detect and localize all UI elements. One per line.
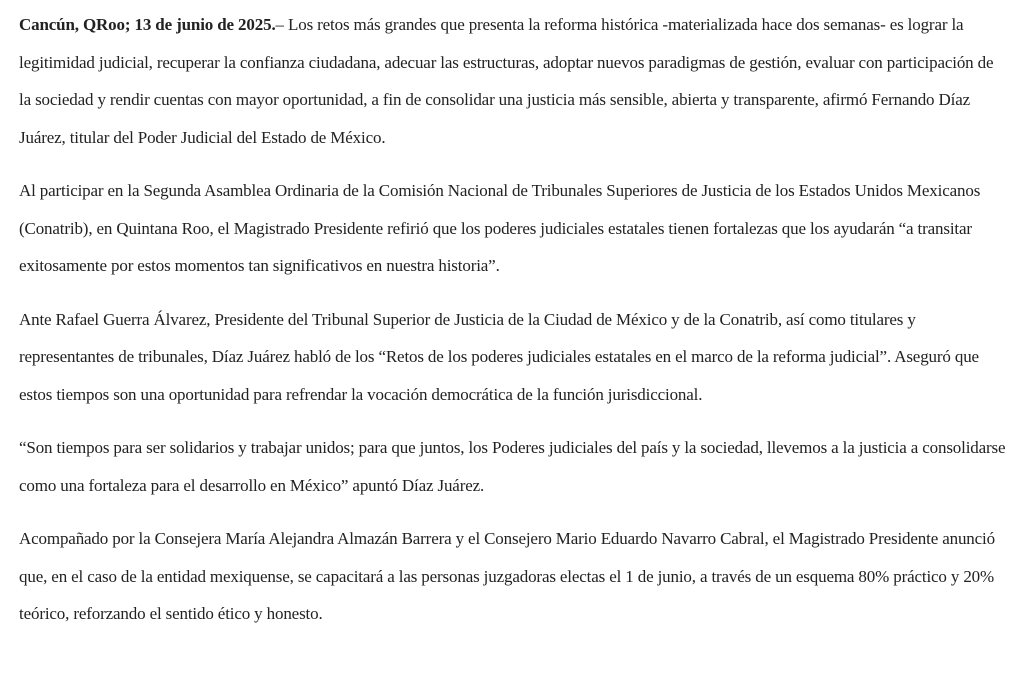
paragraph-4: “Son tiempos para ser solidarios y trabajar unidos; para que juntos, los Poderes judiciales del país y la sociedad, llevemos a la justicia a consolidarse como una fortaleza para el desarrollo en México” apuntó Díaz Juárez. [19,438,1006,495]
dateline: Cancún, QRoo; 13 de junio de 2025. [19,15,276,34]
paragraph-2: Al participar en la Segunda Asamblea Ordinaria de la Comisión Nacional de Tribunales Superiores de Justicia de los Estados Unidos Mexicanos (Conatrib), en Quintana Roo, el Magistrado Presidente refirió que los poderes judiciales estatales tienen fortalezas que los ayudarán “a transitar exitosamente por estos momentos tan significativos en nuestra historia”. [19,181,981,275]
paragraph-5: Acompañado por la Consejera María Alejandra Almazán Barrera y el Consejero Mario Eduardo Navarro Cabral, el Magistrado Presidente anunció que, en el caso de la entidad mexiquense, se capacitará a las personas juzgadoras electas el 1 de junio, a través de un esquema 80% práctico y 20% teórico, reforzando el sentido ético y honesto. [19,529,995,623]
paragraph-3: Ante Rafael Guerra Álvarez, Presidente del Tribunal Superior de Justicia de la Ciudad de México y de la Conatrib, así como titulares y representantes de tribunales, Díaz Juárez habló de los “Retos de los poderes judiciales estatales en el marco de la reforma judicial”. Aseguró que estos tiempos son una oportunidad para refrendar la vocación democrática de la función jurisdiccional. [19,309,979,404]
lead-paragraph [19,6,1006,156]
lead-text: – Los retos más grandes que presenta la reforma histórica -materializada hace dos semanas- es lograr la legitimidad judicial, recuperar la confianza ciudadana, adecuar las estructuras, adoptar nuevos paradigmas de gestión, evaluar con participación de la sociedad y rendir cuentas con mayor oportunidad, a fin de consolidar una justicia más sensible, abierta y transparente, afirmó Fernando Díaz Juárez, titular del Poder Judicial del Estado de México. [19,15,994,147]
